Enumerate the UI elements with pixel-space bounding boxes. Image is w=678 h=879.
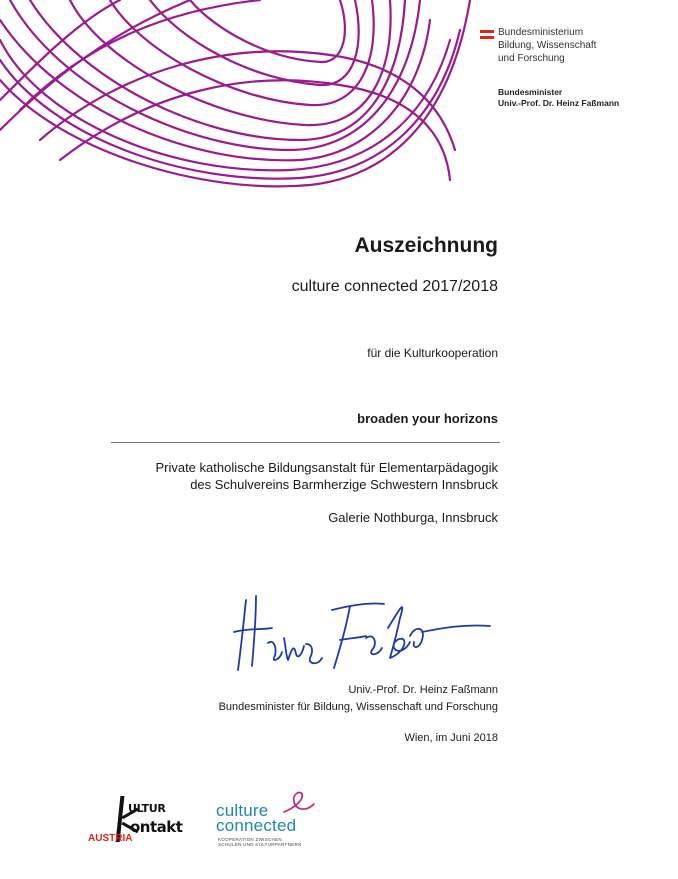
- award-edition: culture connected 2017/2018: [291, 278, 498, 295]
- signatory-role: Bundesminister für Bildung, Wissenschaft und Forschung: [218, 701, 498, 713]
- culture-connected-word-2: connected: [216, 816, 297, 835]
- culture-partner: Galerie Nothburga, Innsbruck: [328, 510, 498, 525]
- culture-connected-word-1: culture: [216, 801, 269, 820]
- award-category: für die Kulturkooperation: [367, 346, 498, 360]
- award-title: Auszeichnung: [354, 234, 498, 257]
- minister-header: [498, 87, 678, 109]
- culture-connected-subtitle-1: KOOPERATION ZWISCHEN: [218, 837, 282, 842]
- ministry-line: Bildung, Wissenschaft: [498, 40, 597, 51]
- minister-title: Bundesminister: [498, 87, 563, 97]
- culture-connected-loop-icon: [280, 790, 320, 816]
- culture-connected-logo: [214, 790, 324, 850]
- place-and-date: Wien, im Juni 2018: [404, 732, 498, 744]
- ministry-line: und Forschung: [498, 53, 565, 64]
- kulturkontakt-austria: AUSTRIA: [88, 833, 133, 844]
- kulturkontakt-top: ULTUR: [128, 802, 166, 815]
- ministry-name: [498, 26, 678, 65]
- culture-connected-subtitle-2: SCHULEN UND KULTURPARTNERN: [218, 842, 302, 847]
- kulturkontakt-bottom: ontakt: [130, 818, 183, 836]
- institution-line-1: Private katholische Bildungsanstalt für Elementarpädagogik: [155, 460, 498, 475]
- kulturkontakt-logo: [88, 792, 198, 848]
- handwritten-signature: [228, 588, 498, 683]
- austria-flag-icon: [480, 30, 494, 39]
- ministry-line: Bundesministerium: [498, 27, 584, 38]
- divider: [111, 442, 500, 443]
- institution-line-2: des Schulvereins Barmherzige Schwestern Innsbruck: [190, 477, 498, 492]
- project-name: broaden your horizons: [357, 411, 498, 426]
- decorative-swirl-graphic: [0, 0, 480, 200]
- signatory-name: Univ.-Prof. Dr. Heinz Faßmann: [348, 684, 498, 696]
- minister-name: Univ.-Prof. Dr. Heinz Faßmann: [498, 98, 620, 108]
